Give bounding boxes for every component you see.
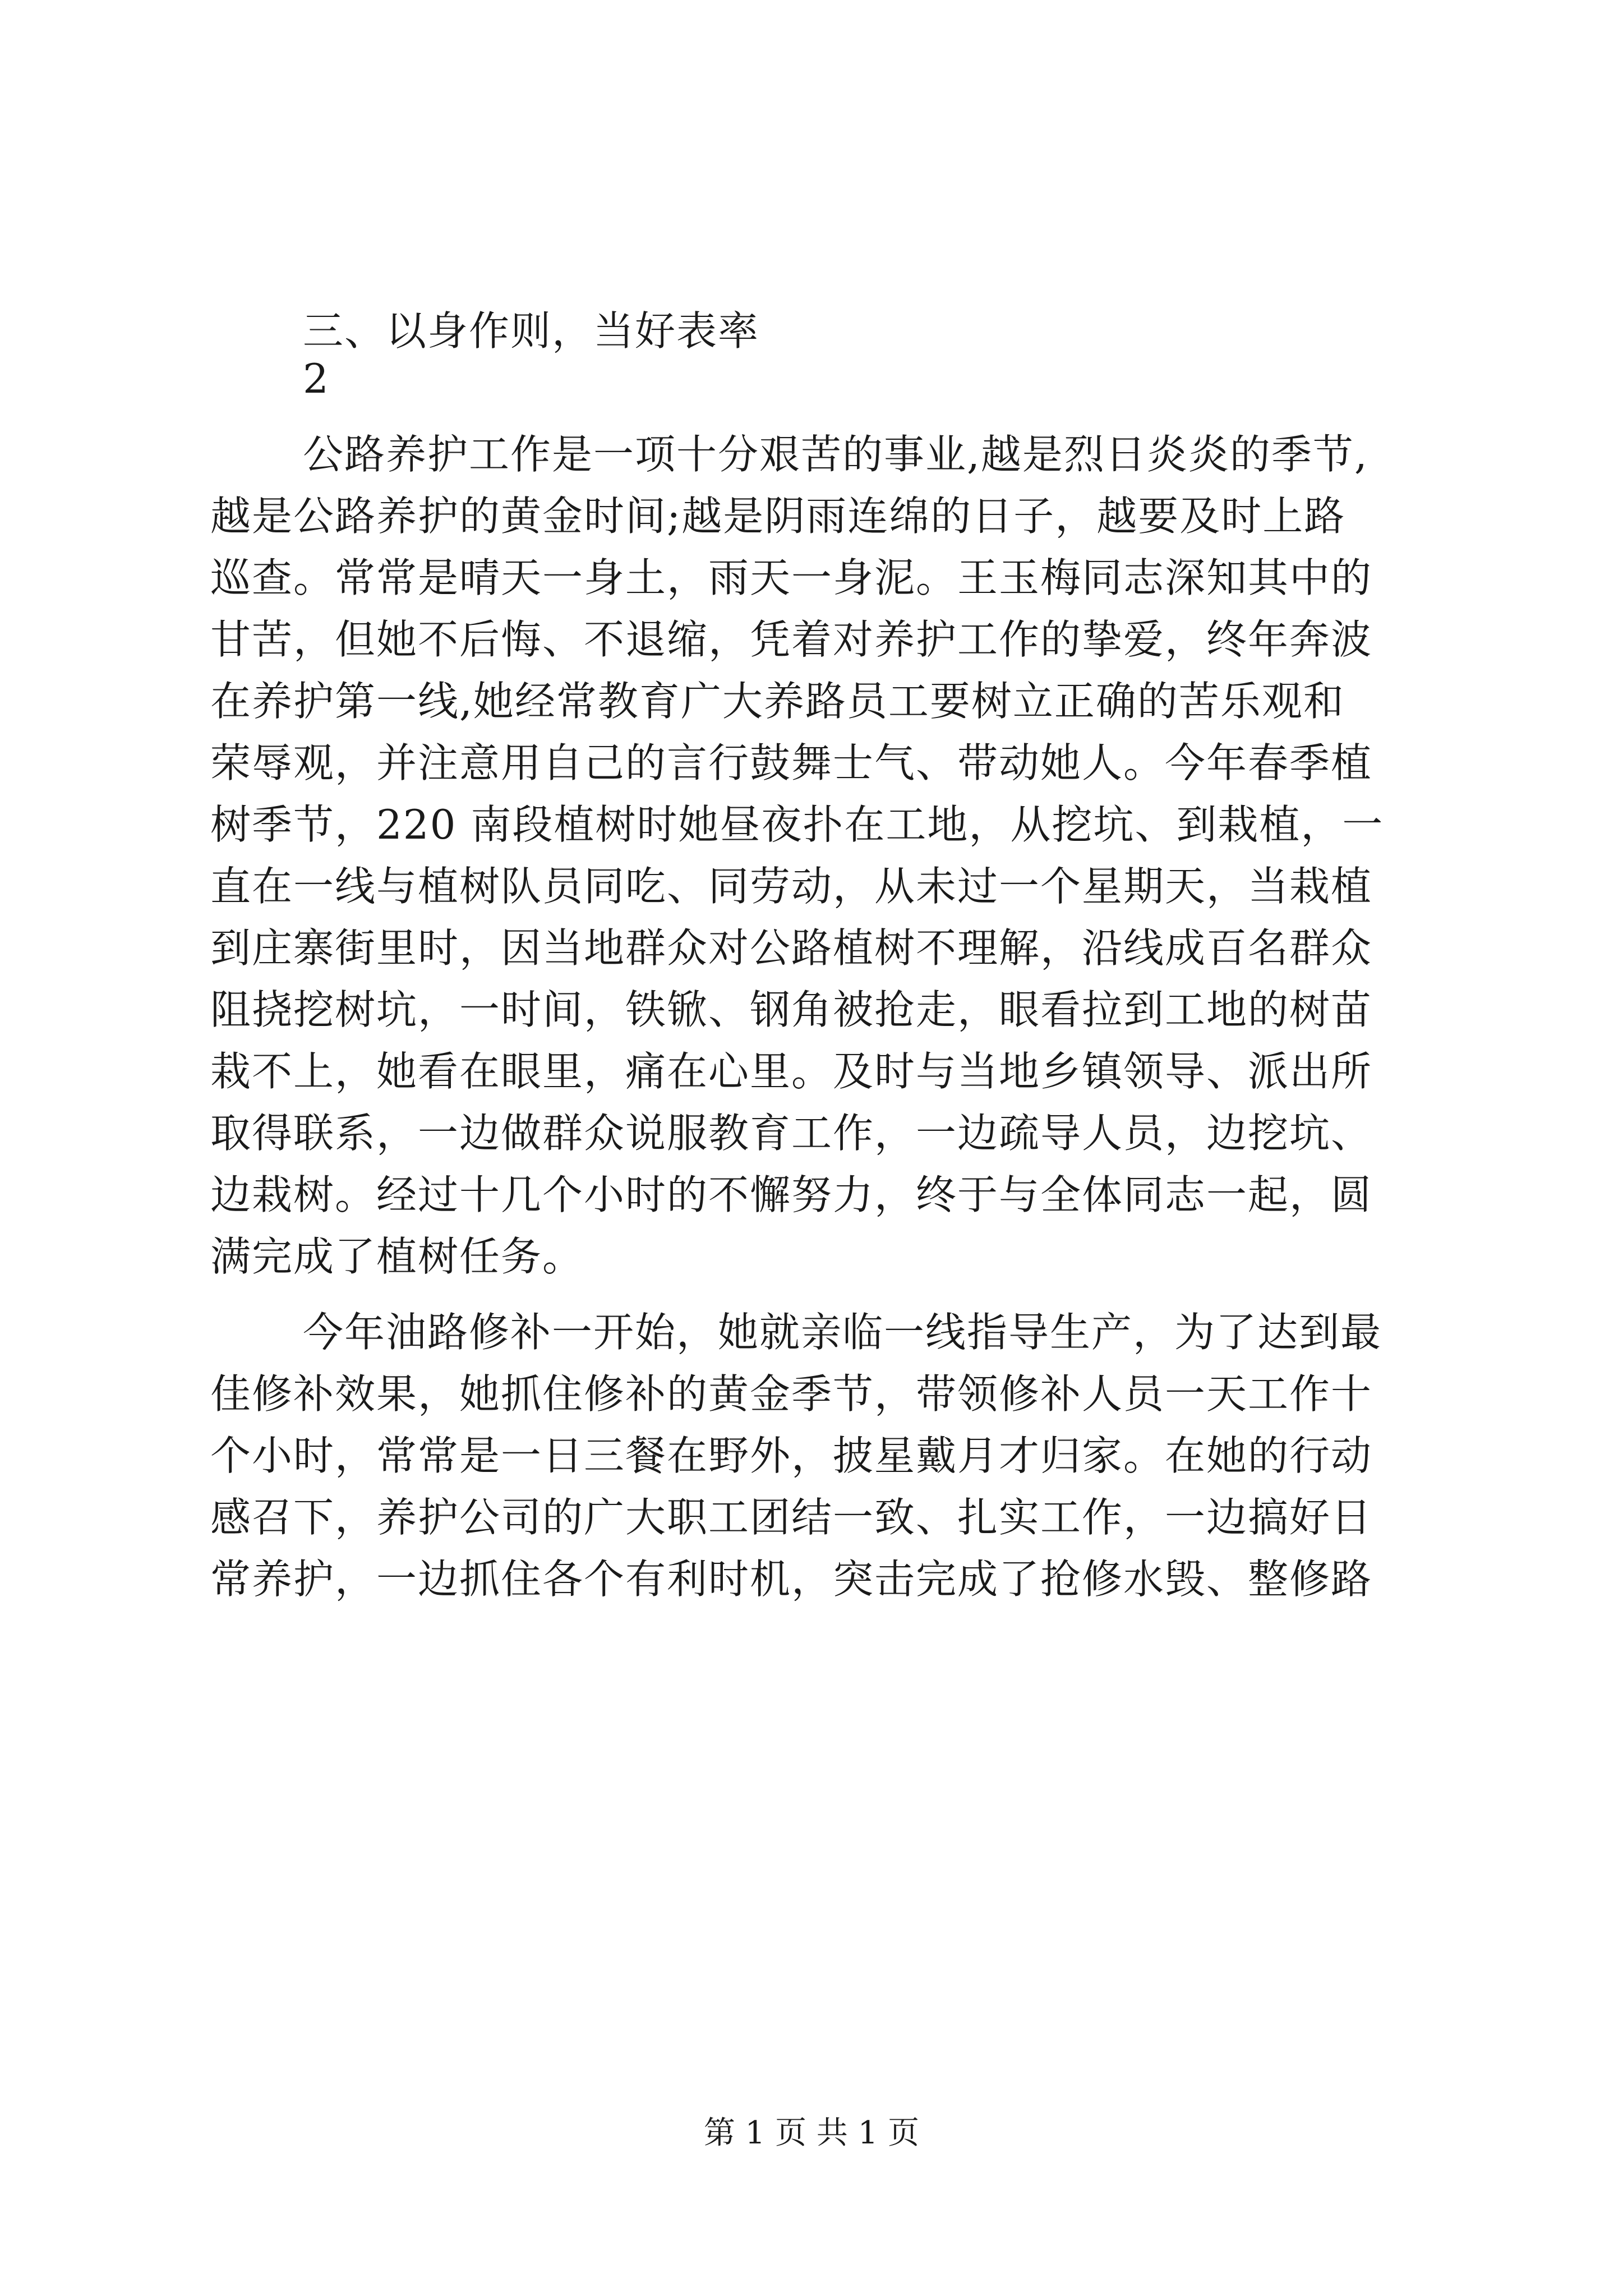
text-line: 满完成了植树任务。 bbox=[210, 1233, 584, 1280]
section-heading: 三、以身作则，当好表率 bbox=[303, 307, 760, 355]
text-line: 树季节，220 南段植树时她昼夜扑在工地，从挖坑、到栽植，一 bbox=[210, 801, 1384, 848]
text-line: 到庄寨街里时，因当地群众对公路植树不理解，沿线成百名群众 bbox=[210, 924, 1373, 972]
text-line: 感召下，养护公司的广大职工团结一致、扎实工作，一边搞好日 bbox=[210, 1494, 1373, 1541]
text-line: 在养护第一线,她经常教育广大养路员工要树立正确的苦乐观和 bbox=[210, 678, 1345, 725]
text-line: 甘苦，但她不后悔、不退缩，凭着对养护工作的挚爱，终年奔波 bbox=[210, 616, 1373, 663]
text-line: 荣辱观，并注意用自己的言行鼓舞士气、带动她人。今年春季植 bbox=[210, 739, 1373, 786]
text-line: 边栽树。经过十几个小时的不懈努力，终于与全体同志一起，圆 bbox=[210, 1171, 1373, 1218]
text-line: 巡查。常常是晴天一身土，雨天一身泥。王玉梅同志深知其中的 bbox=[210, 554, 1373, 601]
text-line: 常养护，一边抓住各个有利时机，突击完成了抢修水毁、整修路 bbox=[210, 1556, 1373, 1603]
text-line: 阻挠挖树坑，一时间，铁锨、钢角被抢走，眼看拉到工地的树苗 bbox=[210, 986, 1373, 1033]
text-line: 佳修补效果，她抓住修补的黄金季节，带领修补人员一天工作十 bbox=[210, 1370, 1373, 1418]
text-line: 直在一线与植树队员同吃、同劳动，从未过一个星期天，当栽植 bbox=[210, 863, 1373, 910]
page-footer: 第 1 页 共 1 页 bbox=[703, 2115, 920, 2151]
text-line: 个小时，常常是一日三餐在野外，披星戴月才归家。在她的行动 bbox=[210, 1432, 1373, 1479]
text-line: 取得联系，一边做群众说服教育工作，一边疏导人员，边挖坑、 bbox=[210, 1110, 1373, 1157]
text-line: 越是公路养护的黄金时间;越是阴雨连绵的日子，越要及时上路 bbox=[210, 493, 1346, 540]
text-line: 今年油路修补一开始，她就亲临一线指导生产，为了达到最 bbox=[303, 1309, 1382, 1356]
text-line: 公路养护工作是一项十分艰苦的事业,越是烈日炎炎的季节, bbox=[303, 431, 1368, 478]
text-line: 栽不上，她看在眼里，痛在心里。及时与当地乡镇领导、派出所 bbox=[210, 1048, 1373, 1095]
section-number: 2 bbox=[303, 355, 330, 402]
